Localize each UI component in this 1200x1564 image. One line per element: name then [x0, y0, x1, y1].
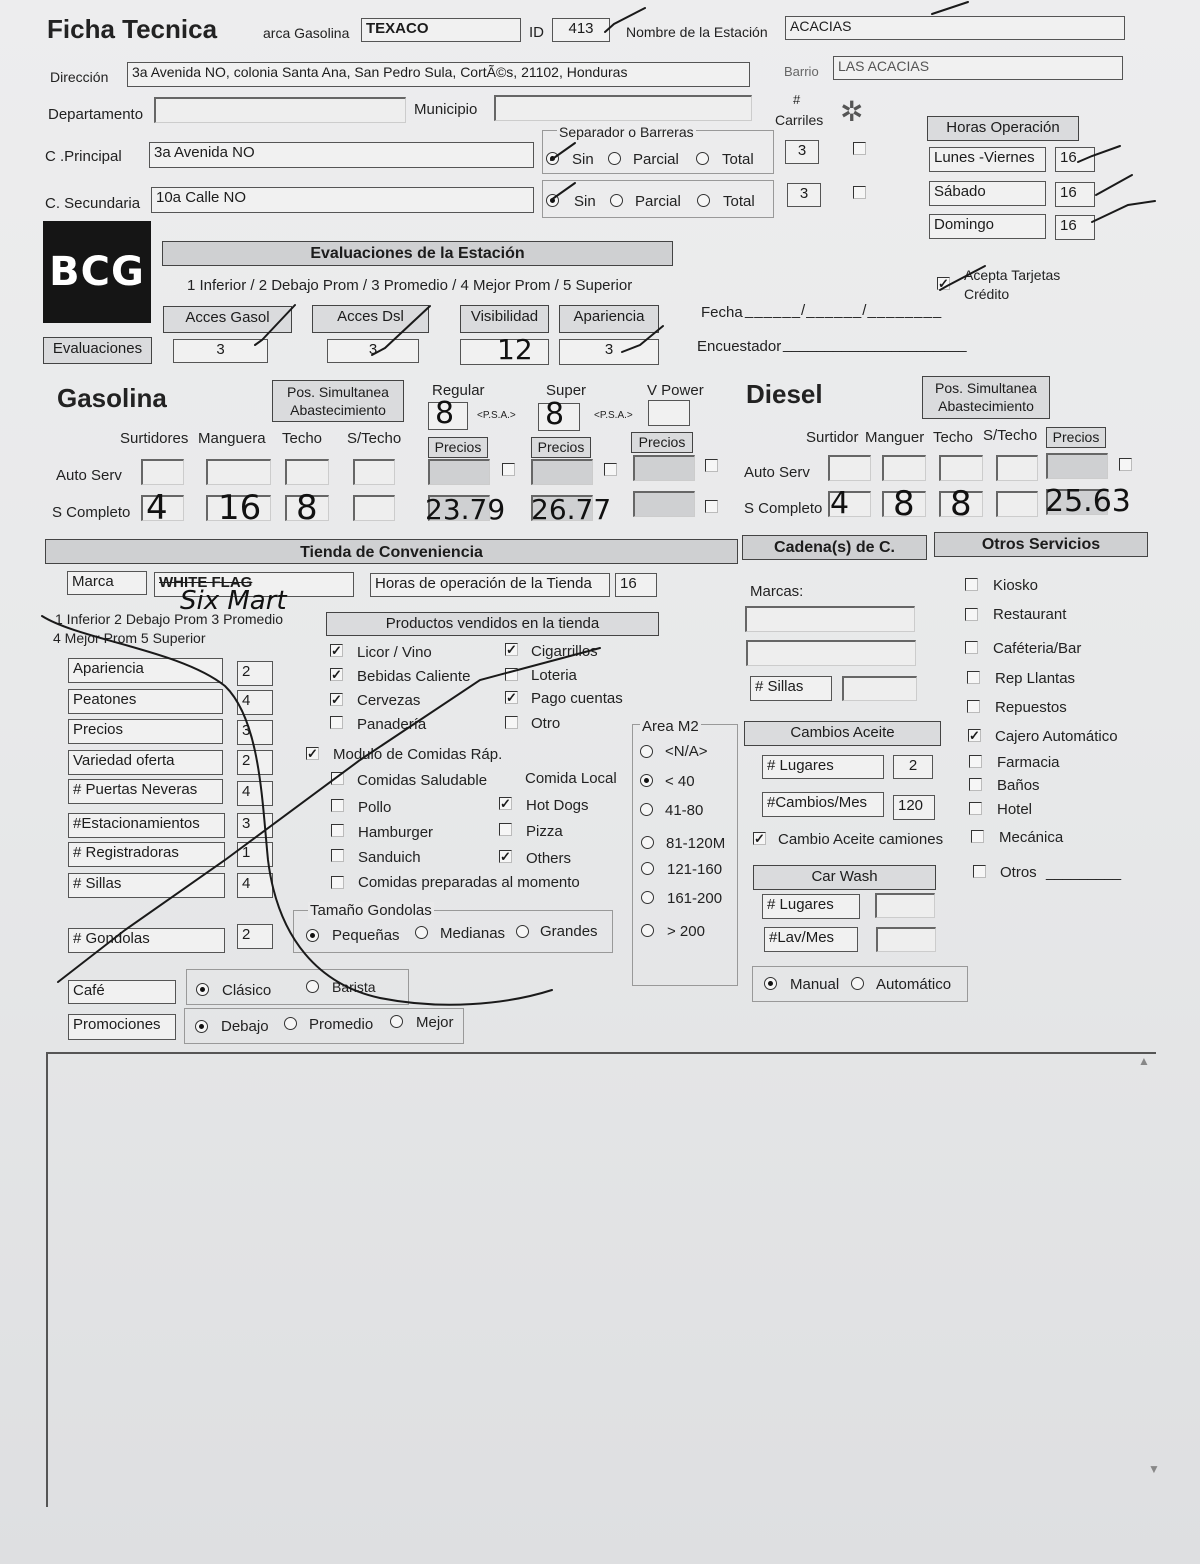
vpower-precios-button[interactable]: Precios — [631, 432, 693, 453]
diesel-title: Diesel — [746, 379, 823, 409]
dsl-auto-serv-label: Auto Serv — [744, 464, 810, 481]
dsl-auto-surtidor-field[interactable] — [828, 455, 871, 481]
dsl-auto-manguer-field[interactable] — [882, 455, 926, 481]
area-lt40-label: < 40 — [665, 773, 695, 790]
gas-col-techo: Techo — [282, 430, 323, 447]
comida-saludable-checkbox[interactable] — [331, 772, 344, 785]
producto-pago-label: Pago cuentas — [531, 690, 623, 707]
dsl-s-completo-label: S Completo — [744, 500, 823, 517]
gondolas-pequenas-radio[interactable] — [306, 929, 319, 942]
rating-estacionamientos-label: #Estacionamientos — [68, 813, 225, 838]
area-81-120-radio[interactable] — [641, 836, 654, 849]
domingo-label: Domingo — [929, 214, 1046, 239]
servicio-hotel-label: Hotel — [997, 801, 1033, 818]
gas-sc-manguera-handwritten: 16 — [218, 488, 262, 528]
rating-precios-field[interactable]: 3 — [237, 720, 273, 745]
area-group — [632, 724, 738, 986]
producto-pago-checkbox[interactable]: ✓ — [506, 690, 517, 705]
tienda-horas-field[interactable]: 16 — [615, 573, 657, 597]
promo-mejor-label: Mejor — [416, 1014, 454, 1031]
super-psa-handwritten: 8 — [545, 397, 565, 432]
servicio-llantas-label: Rep Llantas — [995, 670, 1076, 687]
id-field[interactable]: 413 — [552, 18, 610, 42]
servicio-farmacia-checkbox[interactable] — [969, 755, 982, 768]
rating-gondolas-field[interactable]: 2 — [237, 924, 273, 949]
fecha-field[interactable]: ______/______/________ — [745, 302, 943, 319]
servicio-llantas-checkbox[interactable] — [967, 671, 980, 684]
modulo-comidas-label: Modulo de Comidas Ráp. — [333, 746, 503, 763]
area-na-radio[interactable] — [640, 745, 653, 758]
separador1-sin-label: Sin — [572, 151, 594, 168]
departamento-label: Departamento — [48, 106, 144, 123]
producto-panaderia-checkbox[interactable] — [330, 716, 343, 729]
gas-auto-vpower-precio[interactable] — [633, 455, 695, 481]
comida-preparadas-checkbox[interactable] — [331, 876, 344, 889]
cafe-barista-radio[interactable] — [306, 980, 319, 993]
cadenas-sillas-field[interactable] — [842, 676, 917, 701]
servicio-banos-label: Baños — [997, 777, 1040, 794]
dsl-col-stecho: S/Techo — [983, 427, 1038, 444]
gas-auto-regular-check[interactable] — [502, 463, 515, 476]
gas-auto-super-precio[interactable] — [531, 459, 593, 485]
comida-saludable-label: Comidas Saludable — [357, 772, 488, 789]
super-label: Super — [546, 382, 587, 399]
rating-peatones-field[interactable]: 4 — [237, 690, 273, 715]
rating-sillas-field[interactable]: 4 — [237, 873, 273, 898]
cadenas-marca-field-2[interactable] — [746, 640, 916, 666]
promo-promedio-label: Promedio — [309, 1016, 374, 1033]
modulo-comidas-checkbox[interactable]: ✓ — [307, 746, 318, 761]
apariencia-eval-button[interactable]: Apariencia — [559, 305, 659, 333]
apariencia-eval-field[interactable]: 3 — [559, 339, 659, 365]
producto-cigarrillos-label: Cigarrillos — [531, 643, 598, 660]
separador1-total-radio[interactable] — [696, 152, 709, 165]
cadenas-title-bar: Cadena(s) de C. — [742, 535, 927, 560]
municipio-label: Municipio — [414, 101, 478, 118]
dsl-auto-techo-field[interactable] — [939, 455, 983, 481]
producto-bebidas-checkbox[interactable]: ✓ — [331, 667, 342, 682]
promo-mejor-radio[interactable] — [390, 1015, 403, 1028]
gas-auto-stecho-field[interactable] — [353, 459, 395, 485]
servicio-cajero-label: Cajero Automático — [995, 728, 1118, 745]
fecha-label: Fecha — [701, 304, 743, 321]
carwash-manual-label: Manual — [790, 976, 840, 993]
calle-secundaria-field[interactable]: 10a Calle NO — [151, 187, 534, 213]
tienda-title-bar: Tienda de Conveniencia — [45, 539, 738, 564]
gondolas-pequenas-label: Pequeñas — [332, 927, 400, 944]
promociones-label: Promociones — [68, 1014, 176, 1040]
gas-auto-manguera-field[interactable] — [206, 459, 271, 485]
carriles-hash: # — [793, 92, 801, 107]
cafe-barista-label: Barista — [332, 979, 376, 995]
comida-hamburger-checkbox[interactable] — [331, 824, 344, 837]
producto-otro-checkbox[interactable] — [505, 716, 518, 729]
calle-secundaria-label: C. Secundaria — [45, 195, 141, 212]
gondolas-grandes-label: Grandes — [540, 923, 598, 940]
carwash-lugares-field[interactable] — [875, 893, 935, 918]
domingo-field[interactable]: 16 — [1055, 215, 1095, 240]
acepta-tarjetas-checkbox[interactable]: ✓ — [938, 276, 949, 291]
dsl-sc-stecho-field[interactable] — [996, 491, 1038, 517]
vpower-psa-field[interactable] — [648, 400, 690, 426]
horas-operacion-button[interactable]: Horas Operación — [927, 116, 1079, 141]
evaluaciones-scale: 1 Inferior / 2 Debajo Prom / 3 Promedio / 4 Mejor Prom / 5 Superior — [187, 277, 633, 294]
carwash-lav-mes-field[interactable] — [876, 927, 936, 952]
cadenas-sillas-label: # Sillas — [750, 676, 832, 701]
gas-col-surtidores: Surtidores — [120, 430, 189, 447]
dsl-sc-precio-handwritten: 25.63 — [1045, 484, 1131, 519]
area-41-80-radio[interactable] — [640, 803, 653, 816]
servicio-otros-label: Otros — [1000, 864, 1037, 881]
servicio-restaurant-label: Restaurant — [993, 606, 1067, 623]
diesel-pos-simultanea[interactable] — [922, 376, 1050, 419]
cafe-clasico-label: Clásico — [222, 982, 272, 999]
gas-sc-stecho-field[interactable] — [353, 495, 395, 521]
tienda-marca-handwritten: Six Mart — [180, 586, 287, 616]
acces-gasol-button[interactable]: Acces Gasol — [163, 306, 292, 333]
rating-estacionamientos-field[interactable]: 3 — [237, 813, 273, 838]
area-lt40-radio[interactable] — [640, 774, 653, 787]
estacion-field[interactable]: ACACIAS — [785, 16, 1125, 40]
carwash-lugares-label: # Lugares — [762, 894, 860, 919]
carriles-field-1[interactable]: 3 — [785, 140, 819, 164]
vpower-label: V Power — [647, 382, 704, 399]
comida-hotdogs-label: Hot Dogs — [526, 797, 589, 814]
super-precios-button[interactable]: Precios — [531, 437, 591, 458]
comida-hotdogs-checkbox[interactable]: ✓ — [500, 796, 511, 811]
rating-gondolas-label: # Gondolas — [68, 928, 225, 953]
comida-pizza-checkbox[interactable] — [499, 823, 512, 836]
carwash-lav-mes-label: #Lav/Mes — [764, 927, 858, 952]
cambios-lugares-label: # Lugares — [762, 755, 884, 779]
servicio-farmacia-label: Farmacia — [997, 754, 1060, 771]
comida-preparadas-label: Comidas preparadas al momento — [358, 874, 580, 891]
producto-licor-label: Licor / Vino — [357, 644, 432, 661]
tienda-scale-line1: 1 Inferior 2 Debajo Prom 3 Promedio — [55, 611, 283, 627]
gasolina-pos-line1: Pos. Simultanea — [287, 384, 389, 400]
producto-cigarrillos-checkbox[interactable]: ✓ — [506, 642, 517, 657]
cafe-label: Café — [68, 980, 176, 1004]
cadenas-marca-field-1[interactable] — [745, 606, 915, 632]
rating-variedad-label: Variedad oferta — [68, 750, 223, 775]
producto-licor-checkbox[interactable]: ✓ — [331, 643, 342, 658]
dsl-precios-button[interactable]: Precios — [1046, 427, 1106, 448]
municipio-field[interactable] — [494, 95, 752, 121]
calle-principal-label: C .Principal — [45, 148, 122, 165]
acces-dsl-button[interactable]: Acces Dsl — [312, 305, 429, 333]
rating-precios-label: Precios — [68, 719, 223, 744]
servicio-kiosko-label: Kiosko — [993, 577, 1039, 594]
rating-apariencia-label: Apariencia — [68, 658, 223, 683]
cambios-mes-field[interactable]: 120 — [893, 795, 935, 820]
carwash-manual-radio[interactable] — [764, 977, 777, 990]
gondolas-medianas-radio[interactable] — [415, 926, 428, 939]
productos-title-button[interactable]: Productos vendidos en la tienda — [326, 612, 659, 636]
gas-auto-regular-precio[interactable] — [428, 459, 490, 485]
gas-col-stecho: S/Techo — [347, 430, 402, 447]
producto-panaderia-label: Panadería — [357, 716, 427, 733]
producto-loteria-checkbox[interactable] — [505, 668, 518, 681]
car-wash-button[interactable]: Car Wash — [753, 865, 936, 890]
rating-registradoras-label: # Registradoras — [68, 842, 225, 867]
separador2-total-label: Total — [723, 193, 755, 210]
gasolina-pos-line2: Abastecimiento — [290, 402, 386, 418]
comida-others-checkbox[interactable]: ✓ — [500, 849, 511, 864]
separador1-sin-radio[interactable] — [546, 152, 559, 165]
acces-gasol-field[interactable]: 3 — [173, 339, 268, 363]
producto-cervezas-checkbox[interactable]: ✓ — [331, 692, 342, 707]
rating-sillas-label: # Sillas — [68, 873, 225, 898]
bcg-logo: BCG — [43, 221, 151, 323]
marca-label: arca Gasolina — [263, 25, 350, 41]
sabado-field[interactable]: 16 — [1055, 182, 1095, 207]
departamento-field[interactable] — [154, 97, 406, 123]
dsl-auto-precio-field[interactable] — [1046, 453, 1108, 479]
dsl-col-manguer: Manguer — [865, 429, 925, 446]
direccion-label: Dirección — [50, 69, 109, 85]
encuestador-label: Encuestador — [697, 338, 782, 355]
gas-sc-super-precio-handwritten: 26.77 — [531, 493, 612, 526]
gas-sc-vpower-precio-field[interactable] — [633, 491, 695, 517]
gas-sc-techo-handwritten: 8 — [296, 488, 318, 528]
rating-registradoras-field[interactable]: 1 — [237, 842, 273, 867]
page-title: Ficha Tecnica — [47, 14, 218, 44]
servicio-repuestos-label: Repuestos — [995, 699, 1067, 716]
carriles-check-2[interactable] — [853, 186, 866, 199]
gasolina-pos-simultanea[interactable] — [272, 380, 404, 422]
gas-sc-regular-precio-handwritten: 23.79 — [425, 493, 506, 526]
dsl-sc-techo-handwritten: 8 — [950, 484, 972, 524]
servicio-cafeteria-label: Caféteria/Bar — [993, 640, 1082, 657]
separador-title: Separador o Barreras — [559, 124, 694, 140]
promo-promedio-radio[interactable] — [284, 1017, 297, 1030]
lunes-viernes-label: Lunes -Viernes — [929, 147, 1046, 172]
separador1-total-label: Total — [722, 151, 754, 168]
area-gt200-radio[interactable] — [641, 924, 654, 937]
dsl-auto-stecho-field[interactable] — [996, 455, 1038, 481]
gas-col-manguera: Manguera — [198, 430, 266, 447]
regular-psa-handwritten: 8 — [435, 396, 455, 431]
cambios-aceite-button[interactable]: Cambios Aceite — [744, 721, 941, 746]
lunes-viernes-field[interactable]: 16 — [1055, 147, 1095, 172]
comida-sanduich-checkbox[interactable] — [331, 849, 344, 862]
cambio-camiones-label: Cambio Aceite camiones — [778, 831, 944, 848]
rating-apariencia-field[interactable]: 2 — [237, 661, 273, 686]
traffic-light-icon: ✲ — [840, 96, 864, 127]
ink-check-domingo — [1092, 201, 1155, 222]
otros-servicios-title-bar: Otros Servicios — [934, 532, 1148, 557]
servicio-restaurant-checkbox[interactable] — [965, 608, 978, 621]
servicio-cajero-checkbox[interactable]: ✓ — [969, 728, 980, 743]
servicio-cafeteria-checkbox[interactable] — [965, 641, 978, 654]
carriles-label: Carriles — [775, 112, 824, 128]
credito-label: Crédito — [964, 286, 1010, 302]
gas-auto-serv-label: Auto Serv — [56, 467, 122, 484]
servicio-repuestos-checkbox[interactable] — [967, 700, 980, 713]
area-161-200-label: 161-200 — [667, 890, 723, 907]
marca-field[interactable]: TEXACO — [361, 18, 521, 42]
estacion-label: Nombre de la Estación — [626, 24, 768, 40]
direccion-field[interactable]: 3a Avenida NO, colonia Santa Ana, San Pedro Sula, CortÃ©s, 21102, Honduras — [127, 62, 750, 87]
area-121-160-label: 121-160 — [667, 861, 723, 878]
comida-hamburger-label: Hamburger — [358, 824, 434, 841]
servicio-hotel-checkbox[interactable] — [969, 802, 982, 815]
servicio-otros-checkbox[interactable] — [973, 865, 986, 878]
gas-auto-vpower-check[interactable] — [705, 459, 718, 472]
cambios-lugares-field[interactable]: 2 — [893, 755, 933, 779]
separador1-parcial-label: Parcial — [633, 151, 679, 168]
separador2-parcial-label: Parcial — [635, 193, 681, 210]
ink-check-sabado — [1096, 175, 1132, 195]
servicio-otros-field[interactable]: _________ — [1046, 864, 1122, 881]
producto-cervezas-label: Cervezas — [357, 692, 421, 709]
cambio-camiones-checkbox[interactable]: ✓ — [754, 831, 765, 846]
gondolas-grandes-radio[interactable] — [516, 925, 529, 938]
calle-principal-field[interactable]: 3a Avenida NO — [149, 142, 534, 168]
regular-label: Regular — [432, 382, 485, 399]
visibilidad-handwritten: 12 — [497, 333, 533, 366]
rating-peatones-label: Peatones — [68, 689, 223, 714]
super-psa-label: <P.S.A.> — [594, 410, 633, 421]
dsl-sc-manguer-handwritten: 8 — [893, 484, 915, 524]
separador1-parcial-radio[interactable] — [608, 152, 621, 165]
diesel-pos-line2: Abastecimiento — [938, 398, 1034, 414]
visibilidad-button[interactable]: Visibilidad — [460, 305, 549, 333]
id-label: ID — [529, 24, 544, 41]
cafe-clasico-radio[interactable] — [196, 983, 209, 996]
servicio-kiosko-checkbox[interactable] — [965, 578, 978, 591]
rating-puertas-label: # Puertas Neveras — [68, 779, 223, 804]
tienda-horas-label: Horas de operación de la Tienda — [370, 573, 610, 597]
carwash-automatico-radio[interactable] — [851, 977, 864, 990]
evaluaciones-button[interactable]: Evaluaciones — [43, 337, 152, 364]
tienda-scale-line2: 4 Mejor Prom 5 Superior — [53, 630, 206, 646]
comida-local-label: Comida Local — [525, 770, 617, 787]
barrio-field[interactable]: LAS ACACIAS — [833, 56, 1123, 80]
evaluaciones-title-bar: Evaluaciones de la Estación — [162, 241, 673, 266]
area-121-160-radio[interactable] — [641, 862, 654, 875]
encuestador-field[interactable]: ______________________ — [783, 336, 967, 353]
gondolas-medianas-label: Medianas — [440, 925, 506, 942]
tienda-marca-label: Marca — [67, 571, 147, 595]
servicio-mecanica-label: Mecánica — [999, 829, 1064, 846]
carriles-field-2[interactable]: 3 — [787, 183, 821, 207]
promo-debajo-radio[interactable] — [195, 1020, 208, 1033]
promo-debajo-label: Debajo — [221, 1018, 269, 1035]
area-gt200-label: > 200 — [667, 923, 705, 940]
gas-auto-techo-field[interactable] — [285, 459, 329, 485]
area-81-120-label: 81-120M — [666, 835, 726, 852]
separador2-parcial-radio[interactable] — [610, 194, 623, 207]
acepta-tarjetas-label: Acepta Tarjetas — [964, 267, 1061, 283]
ink-stroke-top-right — [932, 2, 968, 14]
dsl-col-surtidor: Surtidor — [806, 429, 859, 446]
area-161-200-radio[interactable] — [641, 891, 654, 904]
comida-sanduich-label: Sanduich — [358, 849, 421, 866]
comida-pollo-label: Pollo — [358, 799, 392, 816]
carwash-automatico-label: Automático — [876, 976, 952, 993]
producto-loteria-label: Loteria — [531, 667, 577, 684]
gondolas-title: Tamaño Gondolas — [310, 902, 432, 919]
carriles-check-1[interactable] — [853, 142, 866, 155]
scroll-down-icon[interactable]: ▼ — [1148, 1462, 1160, 1476]
comida-pollo-checkbox[interactable] — [331, 799, 344, 812]
cadenas-marcas-label: Marcas: — [750, 583, 804, 600]
cambios-mes-label: #Cambios/Mes — [762, 792, 884, 817]
diesel-pos-line1: Pos. Simultanea — [935, 380, 1037, 396]
acces-dsl-field[interactable]: 3 — [327, 339, 419, 363]
rating-puertas-field[interactable]: 4 — [237, 781, 273, 806]
separador2-sin-radio[interactable] — [546, 194, 559, 207]
area-title: Area M2 — [642, 718, 699, 735]
gas-s-completo-label: S Completo — [52, 504, 131, 521]
servicio-banos-checkbox[interactable] — [969, 778, 982, 791]
dsl-sc-surtidor-handwritten: 4 — [830, 486, 850, 521]
producto-bebidas-label: Bebidas Caliente — [357, 668, 471, 685]
dsl-auto-check[interactable] — [1119, 458, 1132, 471]
comida-others-label: Others — [526, 850, 572, 867]
barrio-label: Barrio — [784, 64, 819, 79]
notes-text-area[interactable] — [46, 1052, 1156, 1507]
separador2-total-radio[interactable] — [697, 194, 710, 207]
regular-precios-button[interactable]: Precios — [428, 437, 488, 458]
comida-pizza-label: Pizza — [526, 823, 563, 840]
gas-sc-vpower-check[interactable] — [705, 500, 718, 513]
rating-variedad-field[interactable]: 2 — [237, 750, 273, 775]
gas-auto-surtidores-field[interactable] — [141, 459, 184, 485]
dsl-col-techo: Techo — [933, 429, 974, 446]
gasolina-title: Gasolina — [57, 383, 167, 413]
regular-psa-label: <P.S.A.> — [477, 410, 516, 421]
scroll-up-icon[interactable]: ▲ — [1138, 1054, 1150, 1068]
servicio-mecanica-checkbox[interactable] — [971, 830, 984, 843]
area-41-80-label: 41-80 — [665, 802, 704, 819]
gas-sc-surtidores-handwritten: 4 — [146, 488, 168, 528]
separador2-sin-label: Sin — [574, 193, 596, 210]
sabado-label: Sábado — [929, 181, 1046, 206]
area-na-label: <N/A> — [665, 743, 708, 760]
gas-auto-super-check[interactable] — [604, 463, 617, 476]
tienda-marca-field[interactable]: WHITE FLAG — [154, 572, 354, 597]
producto-otro-label: Otro — [531, 715, 561, 732]
